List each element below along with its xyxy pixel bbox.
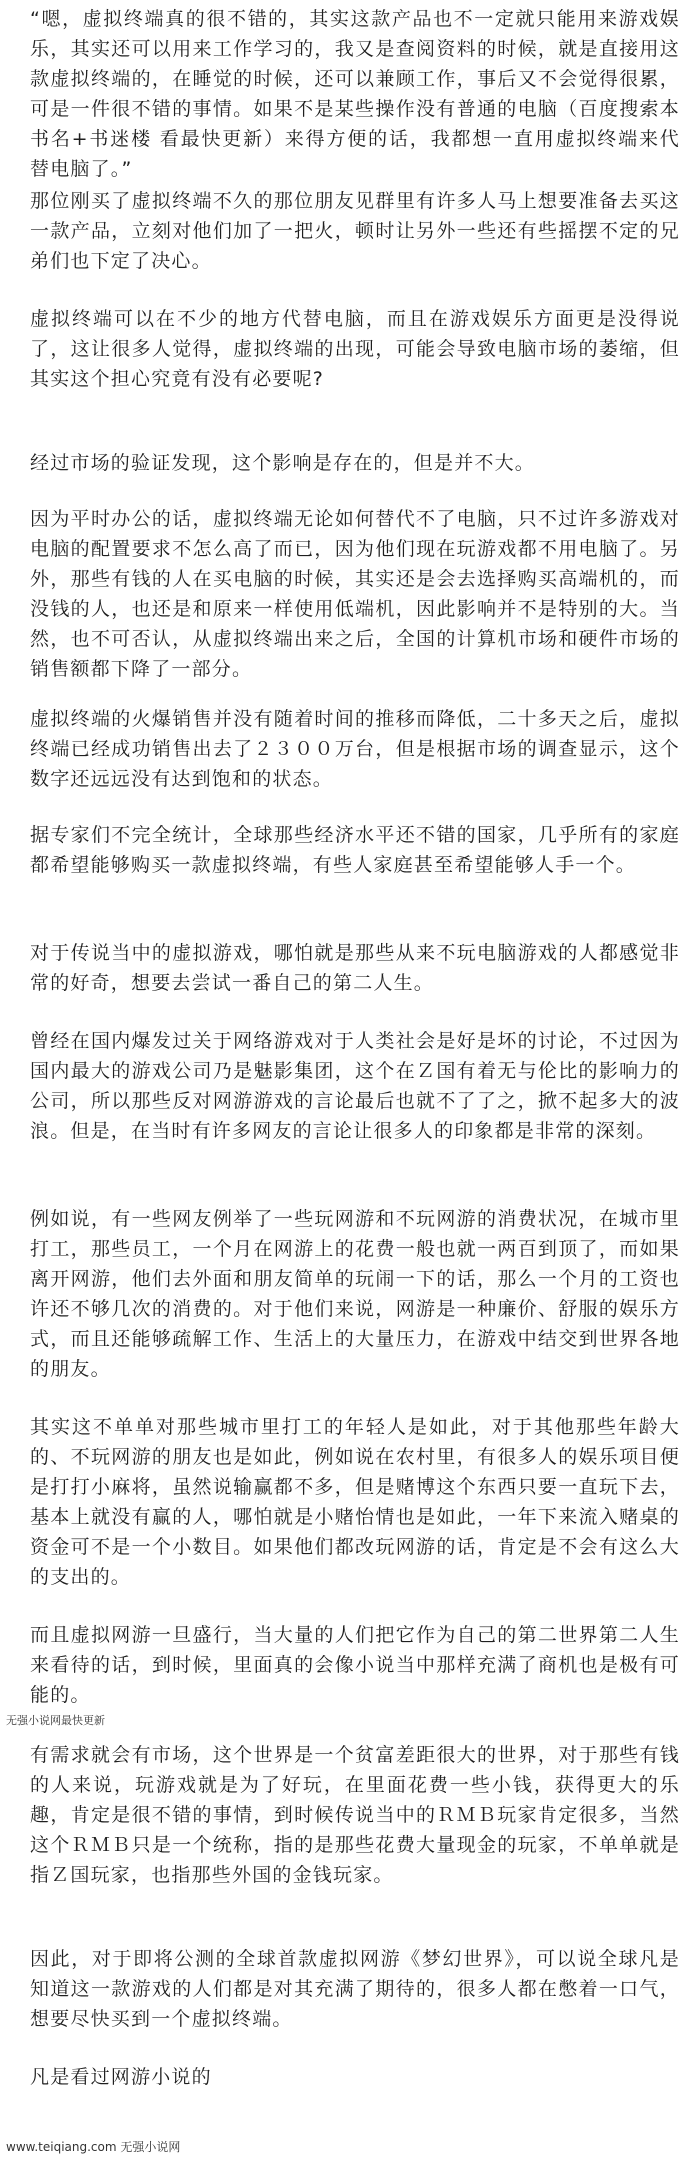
paragraph-8: 对于传说当中的虚拟游戏，哪怕就是那些从来不玩电脑游戏的人都感觉非常的好奇，想要去尝试一番自己的第二人生。 [30, 942, 680, 994]
paragraph-1: “嗯，虚拟终端真的很不错的，其实这款产品也不一定就只能用来游戏娱乐，其实还可以用来工作学习的，我又是查阅资料的时候，就是直接用这款虚拟终端的，在睡觉的时候，还可以兼顾工作，事后又不会觉得很累，可是一件很不错的事情。如果不是某些操作没有普通的电脑（百度搜索本书名+书迷楼 看最快更新）来得方便的话，我都想一直用虚拟终端来代替电脑了。” [30, 8, 680, 180]
site-watermark-note: 无强小说网最快更新 [6, 1714, 105, 1727]
paragraph-12: 而且虚拟网游一旦盛行，当大量的人们把它作为自己的第二世界第二人生来看待的话，到时候，里面真的会像小说当中那样充满了商机也是极有可能的。 [30, 1624, 680, 1706]
paragraph-4: 经过市场的验证发现，这个影响是存在的，但是并不大。 [30, 452, 536, 474]
paragraph-14: 因此，对于即将公测的全球首款虚拟网游《梦幻世界》，可以说全球凡是知道这一款游戏的人们都是对其充满了期待的，很多人都在憋着一口气，想要尽快买到一个虚拟终端。 [30, 1948, 680, 2030]
paragraph-2: 那位刚买了虚拟终端不久的那位朋友见群里有许多人马上想要准备去买这一款产品，立刻对他们加了一把火，顿时让另外一些还有些摇摆不定的兄弟们也下定了决心。 [30, 190, 680, 272]
paragraph-10: 例如说，有一些网友例举了一些玩网游和不玩网游的消费状况，在城市里打工，那些员工，一个月在网游上的花费一般也就一两百到顶了，而如果离开网游，他们去外面和朋友简单的玩闹一下的话，那么一个月的工资也许还不够几次的消费的。对于他们来说，网游是一种廉价、舒服的娱乐方式，而且还能够疏解工作、生活上的大量压力，在游戏中结交到世界各地的朋友。 [30, 1208, 680, 1380]
paragraph-15: 凡是看过网游小说的 [30, 2066, 212, 2088]
paragraph-13: 有需求就会有市场，这个世界是一个贫富差距很大的世界，对于那些有钱的人来说，玩游戏就是为了好玩，在里面花费一些小钱，获得更大的乐趣，肯定是很不错的事情，到时候传说当中的ＲＭＢ玩家肯定很多，当然这个ＲＭＢ只是一个统称，指的是那些花费大量现金的玩家，不单单就是指Ｚ国玩家，也指那些外国的金钱玩家。 [30, 1744, 680, 1886]
paragraph-5: 因为平时办公的话，虚拟终端无论如何替代不了电脑，只不过许多游戏对电脑的配置要求不怎么高了而已，因为他们现在玩游戏都不用电脑了。另外，那些有钱的人在买电脑的时候，其实还是会去选择购买高端机的，而没钱的人，也还是和原来一样使用低端机，因此影响并不是特别的大。当然，也不可否认，从虚拟终端出来之后，全国的计算机市场和硬件市场的销售额都下降了一部分。 [30, 508, 680, 680]
paragraph-6: 虚拟终端的火爆销售并没有随着时间的推移而降低，二十多天之后，虚拟终端已经成功销售出去了２３００万台，但是根据市场的调查显示，这个数字还远远没有达到饱和的状态。 [30, 708, 680, 790]
paragraph-9: 曾经在国内爆发过关于网络游戏对于人类社会是好是坏的讨论，不过因为国内最大的游戏公司乃是魅影集团，这个在Ｚ国有着无与伦比的影响力的公司，所以那些反对网游游戏的言论最后也就不了了之，掀不起多大的波浪。但是，在当时有许多网友的言论让很多人的印象都是非常的深刻。 [30, 1030, 680, 1142]
footer-site-url[interactable]: www.teiqiang.com 无强小说网 [6, 2140, 181, 2154]
page-footer [0, 2134, 700, 2160]
paragraph-7: 据专家们不完全统计，全球那些经济水平还不错的国家，几乎所有的家庭都希望能够购买一款虚拟终端，有些人家庭甚至希望能够人手一个。 [30, 824, 680, 876]
paragraph-3: 虚拟终端可以在不少的地方代替电脑，而且在游戏娱乐方面更是没得说了，这让很多人觉得，虚拟终端的出现，可能会导致电脑市场的萎缩，但其实这个担心究竟有没有必要呢? [30, 308, 680, 390]
paragraph-11: 其实这不单单对那些城市里打工的年轻人是如此，对于其他那些年龄大的、不玩网游的朋友也是如此，例如说在农村里，有很多人的娱乐项目便是打打小麻将，虽然说输赢都不多，但是赌博这个东西只要一直玩下去，基本上就没有赢的人，哪怕就是小赌怡情也是如此，一年下来流入赌桌的资金可不是一个小数目。如果他们都改玩网游的话，肯定是不会有这么大的支出的。 [30, 1416, 680, 1588]
